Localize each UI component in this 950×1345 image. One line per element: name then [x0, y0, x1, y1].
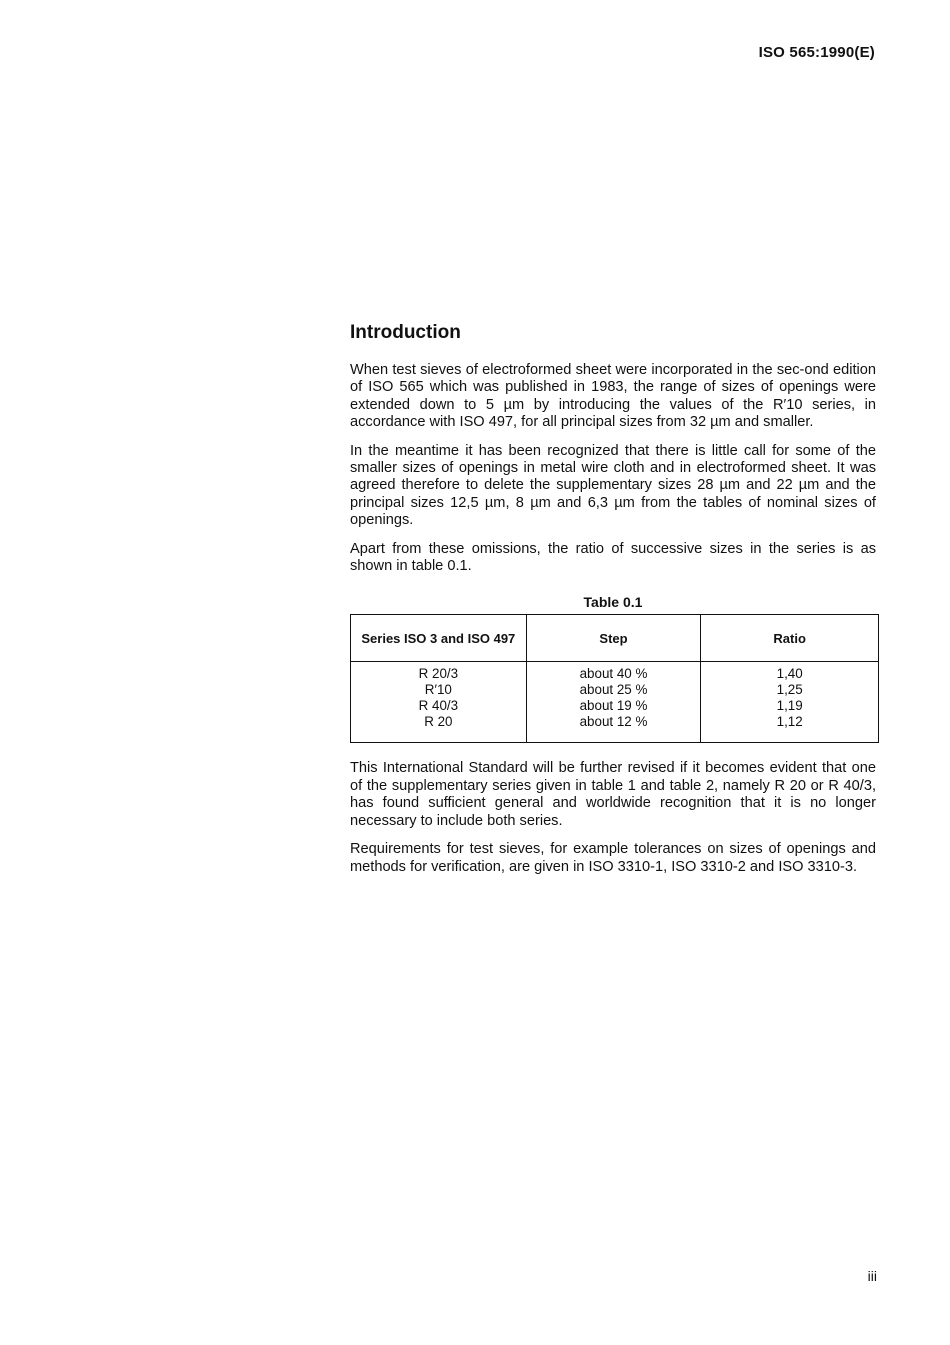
series-cell: R 40/3: [418, 698, 459, 714]
intro-paragraph-3: Apart from these omissions, the ratio of successive sizes in the series is as shown in table 0.1.: [350, 540, 876, 575]
series-cell: R 20/3: [418, 666, 459, 682]
intro-paragraph-2: In the meantime it has been recognized that there is little call for some of the smaller sizes of openings in metal wire cloth and in electroformed sheet. It was agreed therefore to delete the supplementary sizes 28 µm and 22 µm and the principal sizes 12,5 µm, 8 µm and 6,3 µm from the tables of nominal sizes of openings.: [350, 442, 876, 529]
header-ratio: Ratio: [701, 615, 879, 662]
step-cell: about 25 %: [579, 682, 648, 698]
ratio-column: [701, 662, 879, 743]
step-cell: about 12 %: [579, 714, 648, 730]
table-title: Table 0.1: [583, 594, 643, 611]
step-cell: about 40 %: [579, 666, 648, 682]
ratio-table: [350, 614, 879, 743]
ratio-cell: 1,19: [776, 698, 803, 714]
ratio-cell: 1,40: [776, 666, 803, 682]
series-cell: R 20: [424, 714, 453, 730]
step-column: [526, 662, 701, 743]
series-column: [351, 662, 527, 743]
table-header-row: [351, 615, 879, 662]
step-cell: about 19 %: [579, 698, 648, 714]
introduction-section: [350, 322, 876, 887]
ratio-cell: 1,12: [776, 714, 803, 730]
section-title: Introduction: [350, 322, 461, 343]
intro-paragraph-1: When test sieves of electroformed sheet were incorporated in the sec-ond edition of ISO 565 which was published in 1983, the range of sizes of openings were extended down to 5 µm by introducing the values of the R′10 series, in accordance with ISO 497, for all principal sizes from 32 µm and smaller.: [350, 362, 876, 431]
closing-paragraph-2: Requirements for test sieves, for example tolerances on sizes of openings and methods for verification, are given in ISO 3310-1, ISO 3310-2 and ISO 3310-3.: [350, 841, 876, 875]
series-cell: R′10: [424, 682, 452, 698]
page-number: iii: [867, 1268, 877, 1284]
document-code: ISO 565:1990(E): [758, 44, 875, 61]
table-row: [351, 662, 879, 743]
header-series: Series ISO 3 and ISO 497: [351, 615, 527, 662]
ratio-cell: 1,25: [776, 682, 803, 698]
header-step: Step: [526, 615, 701, 662]
closing-paragraph-1: This International Standard will be further revised if it becomes evident that one of the supplementary series given in table 1 and table 2, namely R 20 or R 40/3, has found sufficient general and worldwide recognition that it is no longer necessary to include both series.: [350, 760, 876, 829]
